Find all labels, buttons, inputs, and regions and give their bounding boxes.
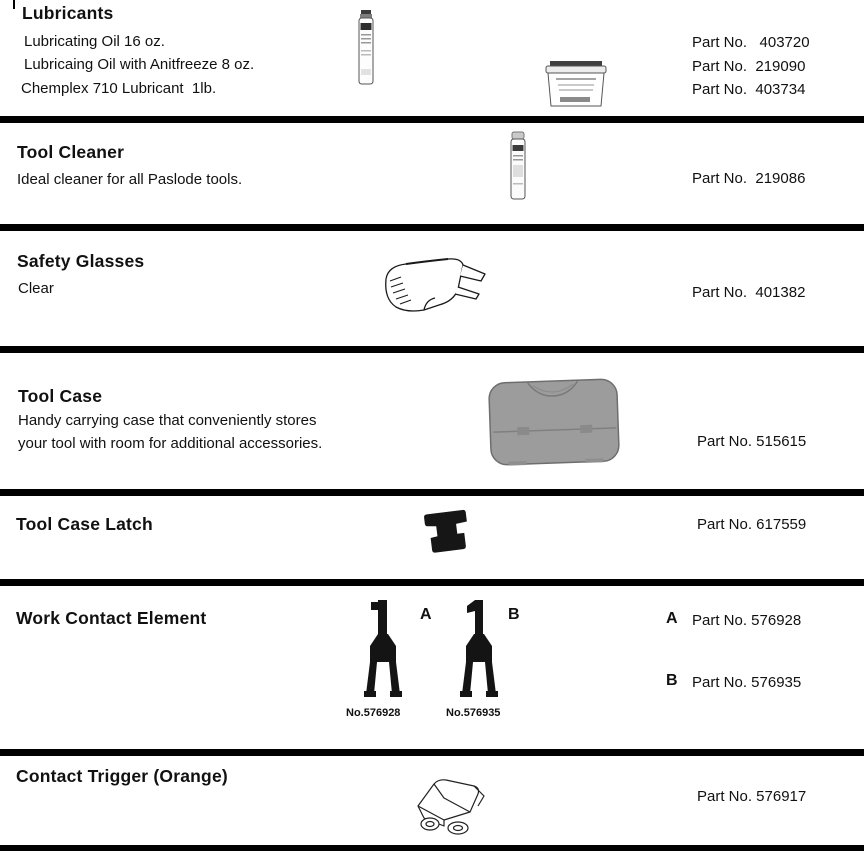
section-title-tool-cleaner: Tool Cleaner xyxy=(17,142,125,162)
part-number-219090: Part No. 219090 xyxy=(692,58,806,75)
tool-case-image xyxy=(487,371,622,473)
part-number-576935: Part No. 576935 xyxy=(692,674,802,691)
part-number-219086: Part No. 219086 xyxy=(692,170,806,187)
image-label-a: A xyxy=(420,606,432,623)
tool-cleaner-description: Ideal cleaner for all Paslode tools. xyxy=(17,171,243,188)
safety-glasses-image xyxy=(376,251,492,333)
part-number-576917: Part No. 576917 xyxy=(697,788,807,805)
tool-case-description-1: Handy carrying case that conveniently stores xyxy=(18,412,317,429)
cleaner-can-image xyxy=(505,131,531,200)
section-tool-cleaner xyxy=(0,123,864,224)
lubricant-item-antifreeze: Lubricaing Oil with Anitfreeze 8 oz. xyxy=(24,56,255,73)
lubricant-item-oil16: Lubricating Oil 16 oz. xyxy=(24,33,165,50)
section-safety-glasses xyxy=(0,231,864,346)
oil-bottle-drawing xyxy=(352,9,380,85)
part-number-403720: Part No. 403720 xyxy=(692,34,810,51)
contact-trigger-image xyxy=(400,772,500,838)
section-divider xyxy=(0,749,864,756)
section-contact-trigger xyxy=(0,756,864,845)
oil-bottle-image xyxy=(352,9,380,85)
image-label-b: B xyxy=(508,606,520,623)
section-divider-bottom xyxy=(0,845,864,851)
section-divider xyxy=(0,346,864,353)
section-title-tool-case-latch: Tool Case Latch xyxy=(16,514,153,534)
safety-glasses-drawing xyxy=(376,251,492,333)
work-contact-element-b-image xyxy=(458,600,500,704)
section-tool-case xyxy=(0,353,864,489)
work-contact-element-a-image xyxy=(362,600,404,704)
part-number-403734: Part No. 403734 xyxy=(692,81,806,98)
work-contact-element-b-drawing xyxy=(458,600,500,704)
scan-artifact xyxy=(13,0,15,9)
chemplex-tub-drawing xyxy=(544,60,608,108)
part-number-576928: Part No. 576928 xyxy=(692,612,802,629)
section-work-contact-element xyxy=(0,586,864,749)
safety-glasses-description: Clear xyxy=(18,280,54,297)
section-title-tool-case: Tool Case xyxy=(18,386,103,406)
section-lubricants xyxy=(0,0,864,116)
contact-trigger-drawing xyxy=(400,772,500,838)
part-key-b: B xyxy=(666,672,678,689)
part-number-617559: Part No. 617559 xyxy=(697,516,807,533)
section-divider xyxy=(0,579,864,586)
section-divider xyxy=(0,224,864,231)
chemplex-tub-image xyxy=(544,60,608,108)
lubricant-item-chemplex: Chemplex 710 Lubricant 1lb. xyxy=(21,80,217,97)
section-title-safety-glasses: Safety Glasses xyxy=(17,251,145,271)
part-number-515615: Part No. 515615 xyxy=(697,433,807,450)
section-title-lubricants: Lubricants xyxy=(22,3,114,23)
part-number-401382: Part No. 401382 xyxy=(692,284,806,301)
section-title-contact-trigger: Contact Trigger (Orange) xyxy=(16,766,228,786)
section-divider xyxy=(0,116,864,123)
caption-576935: No.576935 xyxy=(446,707,501,719)
part-key-a: A xyxy=(666,610,678,627)
tool-case-drawing xyxy=(487,371,622,473)
cleaner-can-drawing xyxy=(505,131,531,200)
tool-case-latch-image xyxy=(420,505,474,559)
work-contact-element-a-drawing xyxy=(362,600,404,704)
tool-case-description-2: your tool with room for additional accessories. xyxy=(18,435,323,452)
tool-case-latch-drawing xyxy=(420,505,474,559)
section-tool-case-latch xyxy=(0,496,864,579)
section-title-work-contact-element: Work Contact Element xyxy=(16,608,207,628)
caption-576928: No.576928 xyxy=(346,707,401,719)
section-divider xyxy=(0,489,864,496)
